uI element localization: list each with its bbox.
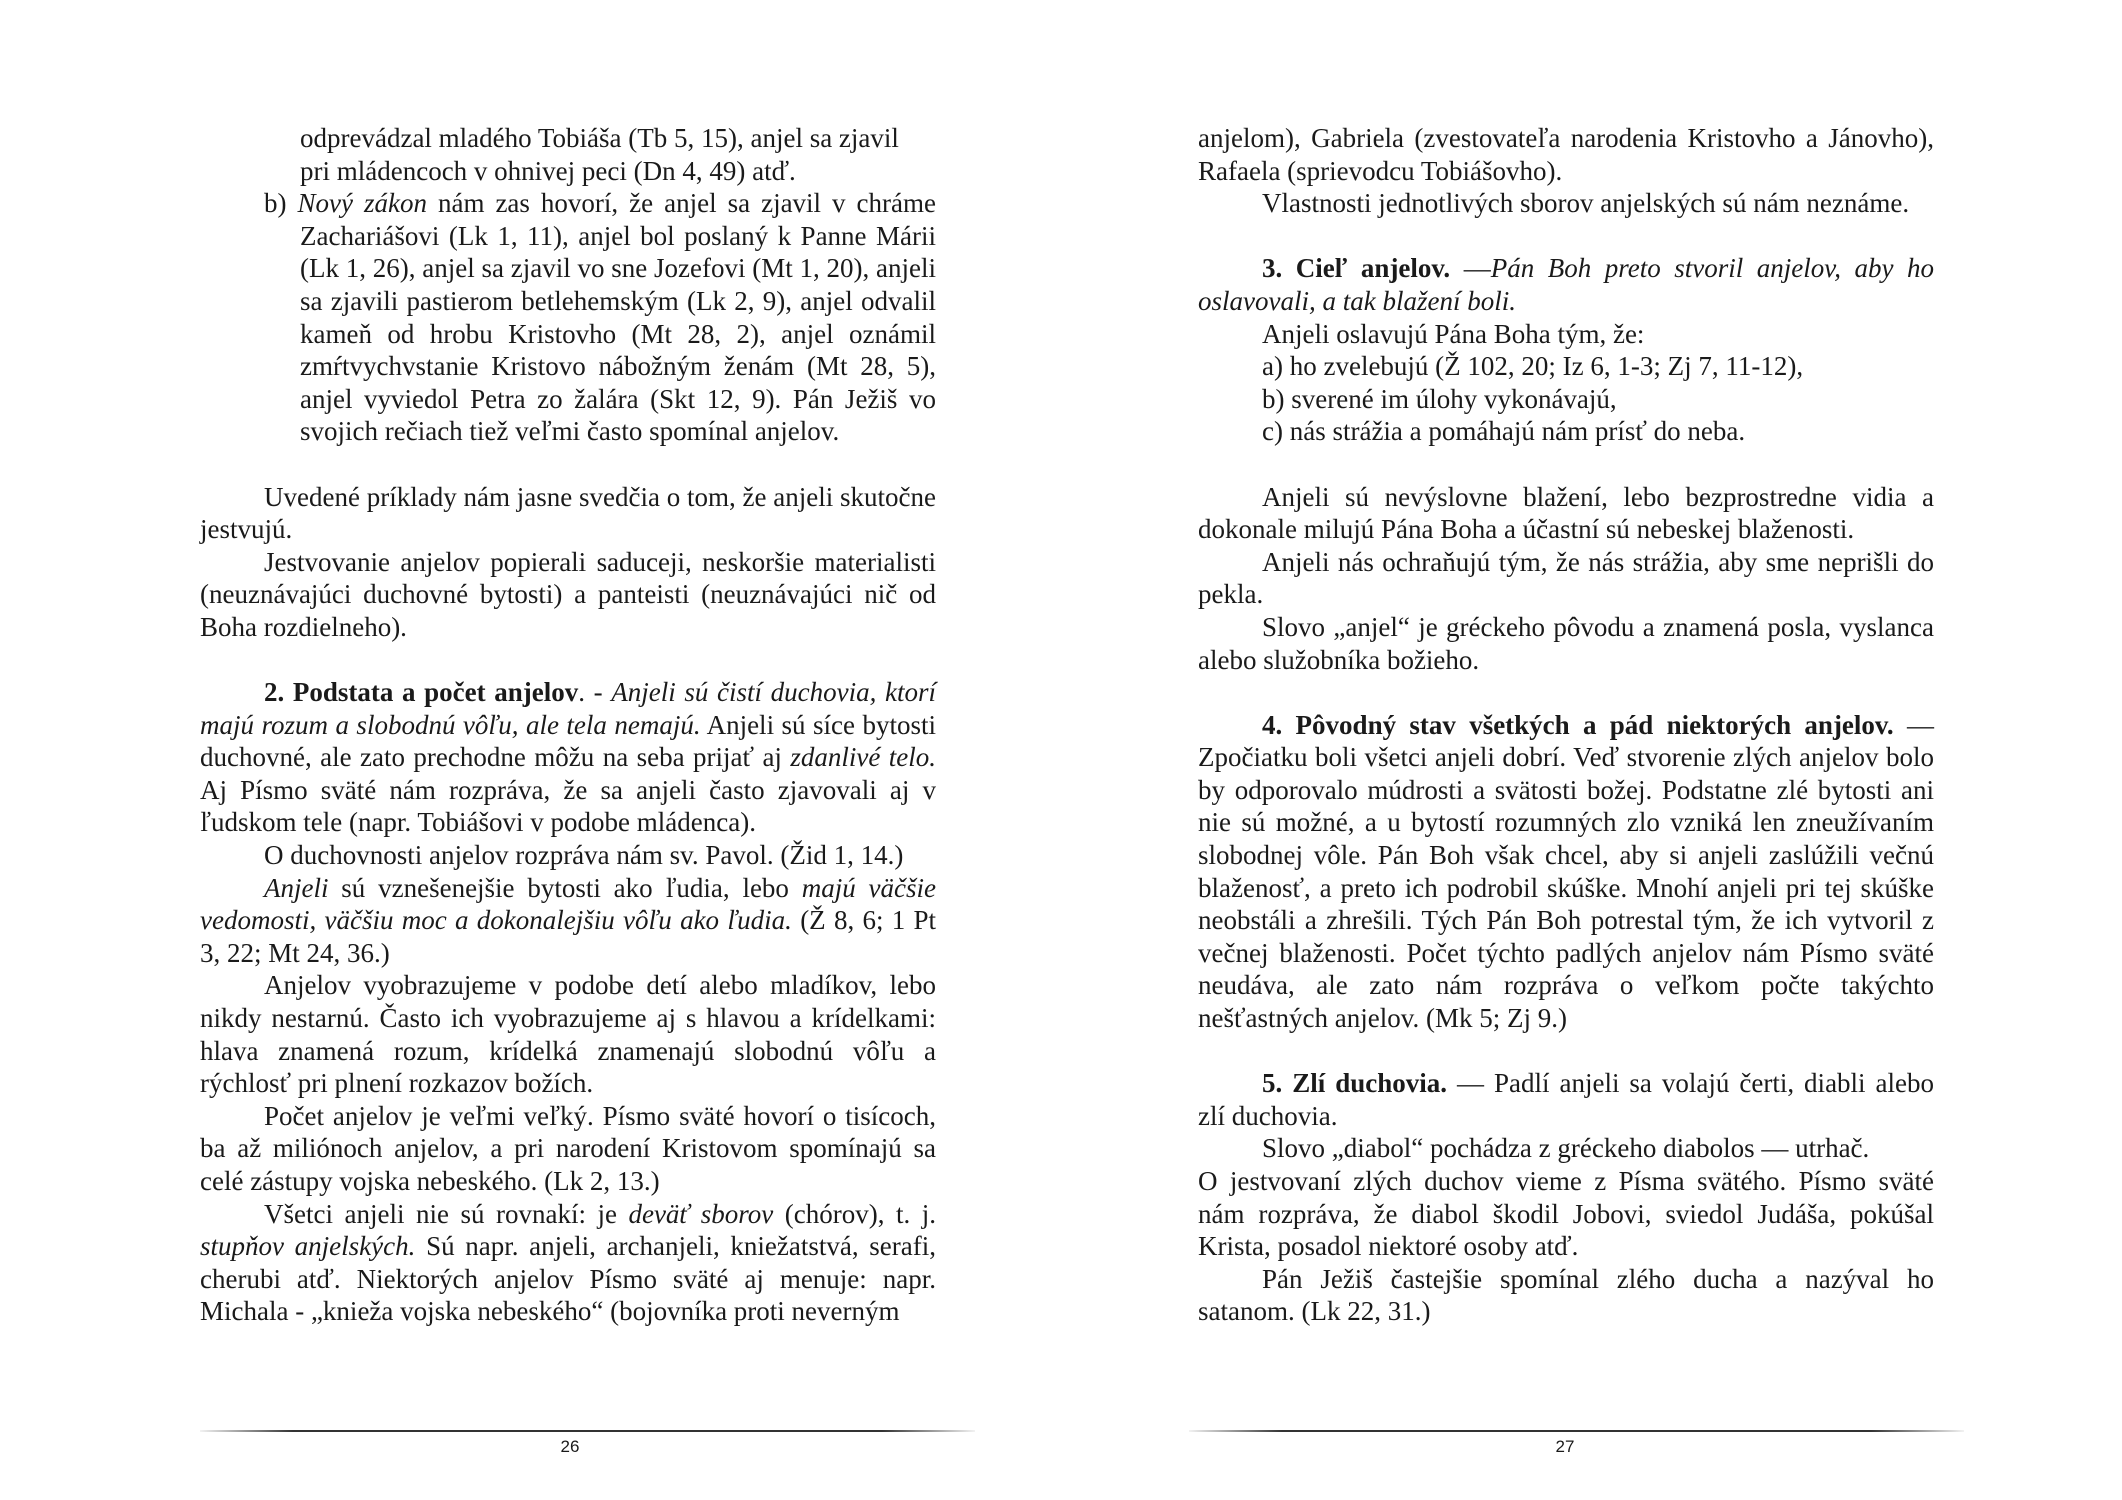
section-5: 5. Zlí duchovia. — Padlí anjeli sa volajú čerti, diabli alebo zlí duchovia. — [1198, 1068, 1935, 1131]
list-item: c) nás strážia a pomáhajú nám prísť do neba. — [1262, 416, 1746, 447]
paragraph: Uvedené príklady nám jasne svedčia o tom, že anjeli skutočne jestvujú. — [200, 481, 936, 545]
paragraph: Anjeli oslavujú Pána Boha tým, že: — [1262, 318, 1645, 349]
section-heading: 4. Pôvodný stav všetkých a pád niektorých anjelov. — [1262, 709, 1894, 740]
footer-rule — [1189, 1430, 1964, 1432]
section-4: 4. Pôvodný stav všetkých a pád niektorých anjelov. — Zpočiatku boli všetci anjeli dobrí. Veď stvorenie zlých anjelov bolo by odporovalo múdrosti a svätosti božej. Podstatne zlé bytosti ani nie sú možné, a u bytostí rozumných zlo vzniká len zneužívaním slobodnej vôle. Pán Boh však chcel, aby si anjeli zaslúžili večnú blaženosť, a preto ich podrobil skúške. Mnohí anjeli pri tej skúške neobstáli a zhrešili. Tých Pán Boh potrestal tým, že ich vytvoril z večnej blaženosti. Počet týchto padlých anjelov nám Písmo sväté neudáva, ale zato nám rozpráva o veľkom počte takýchto nešťastných anjelov. (Mk 5; Zj 9.) — [1198, 709, 1934, 1034]
left-page-text — [200, 122, 936, 1328]
paragraph: Anjelov vyobrazujeme v podobe detí alebo mladíkov, lebo nikdy nestarnú. Často ich vyobrazujeme aj s hlavou a krídelkami: hlava znamená rozum, krídelká znamenajú slobodnú vôľu a rýchlosť pri plnení rozkazov božích. — [200, 970, 936, 1099]
paragraph: O duchovnosti anjelov rozpráva nám sv. Pavol. (Žid 1, 14.) — [264, 840, 904, 871]
right-page — [1061, 0, 2122, 1500]
paragraph: Anjeli sú vznešenejšie bytosti ako ľudia, lebo majú väčšie vedomosti, väčšiu moc a dokonalejšiu vôľu ako ľudia. (Ž 8, 6; 1 Pt 3, 22; Mt 24, 36.) — [200, 872, 937, 968]
section-heading: 3. Cieľ anjelov. — [1262, 253, 1451, 284]
paragraph: Pán Ježiš častejšie spomínal zlého ducha a nazýval ho satanom. (Lk 22, 31.) — [1198, 1263, 1934, 1327]
right-page-text — [1198, 122, 1934, 1328]
page-number: 26 — [560, 1437, 580, 1456]
paragraph: Slovo „diabol“ pochádza z gréckeho diabolos — utrhač. — [1262, 1133, 1870, 1164]
paragraph: Všetci anjeli nie sú rovnakí: je deväť sborov (chórov), t. j. stupňov anjelských. Sú napr. anjeli, archanjeli, kniežatstvá, serafi, cherubi atď. Niektorých anjelov Písmo sväté aj menuje: napr. Michala - „knieža vojska nebeského“ (bojovníka proti neverným — [200, 1198, 937, 1327]
paragraph: Počet anjelov je veľmi veľký. Písmo sväté hovorí o tisícoch, ba až miliónoch anjelov, a pri narodení Kristovom spomínajú sa celé zástupy vojska nebeského. (Lk 2, 13.) — [200, 1100, 936, 1196]
list-item: b) sverené im úlohy vykonávajú, — [1262, 383, 1617, 414]
paragraph: Anjeli nás ochraňujú tým, že nás strážia, aby sme neprišli do pekla. — [1198, 546, 1934, 610]
paragraph: Jestvovanie anjelov popierali saduceji, neskoršie materialisti (neuznávajúci duchovné bytosti) a panteisti (neuznávajúci nič od Boha rozdielneho). — [200, 546, 936, 642]
section-2: 2. Podstata a počet anjelov. - Anjeli sú čistí duchovia, ktorí majú rozum a slobodnú vôľu, ale tela nemajú. Anjeli sú síce bytosti duchovné, ale zato prechodne môžu na seba prijať aj zdanlivé telo. Aj Písmo sväté nám rozpráva, že sa anjeli často zjavovali aj v ľudskom tele (napr. Tobiášovi v podobe mládenca). — [200, 677, 937, 838]
paragraph: anjelom), Gabriela (zvestovateľa narodenia Kristovho a Jánovho), Rafaela (sprievodcu Tobiášovho). — [1198, 123, 1934, 186]
section-heading: 5. Zlí duchovia. — [1262, 1068, 1448, 1099]
list-item-a-continuation: odprevádzal mladého Tobiáša (Tb 5, 15), anjel sa zjavil pri mládencoch v ohnivej peci (Dn 4, 49) atď. — [300, 123, 899, 186]
list-item-b: b) Nový zákon nám zas hovorí, že anjel sa zjavil v chráme Zachariášovi (Lk 1, 11), anjel bol poslaný k Panne Márii (Lk 1, 26), anjel sa zjavil vo sne Jozefovi (Mt 1, 20), anjeli sa zjavili pastierom betlehemským (Lk 2, 9), anjel odvalil kameň od hrobu Kristovho (Mt 28, 2), anjel oznámil zmŕtvychvstanie Kristovo nábožným ženám (Mt 28, 5), anjel vyviedol Petra zo žalára (Skt 12, 9). Pán Ježiš vo svojich rečiach tiež veľmi často spomínal anjelov. — [264, 188, 936, 447]
list-item: a) ho zvelebujú (Ž 102, 20; Iz 6, 1-3; Zj 7, 11-12), — [1262, 351, 1804, 382]
paragraph: Slovo „anjel“ je gréckeho pôvodu a znamená posla, vyslanca alebo služobníka božieho. — [1198, 611, 1934, 675]
paragraph: Anjeli sú nevýslovne blažení, lebo bezprostredne vidia a dokonale milujú Pána Boha a účastní sú nebeskej blaženosti. — [1198, 481, 1934, 545]
section-3: 3. Cieľ anjelov. —Pán Boh preto stvoril anjelov, aby ho oslavovali, a tak blažení boli. — [1198, 253, 1935, 316]
section-heading: 2. Podstata a počet anjelov — [264, 677, 579, 708]
paragraph: Vlastnosti jednotlivých sborov anjelských sú nám neznáme. — [1262, 188, 1910, 219]
footer-rule — [200, 1430, 975, 1432]
page-number: 27 — [1555, 1437, 1575, 1456]
paragraph: O jestvovaní zlých duchov vieme z Písma svätého. Písmo sväté nám rozpráva, že diabol škodil Jobovi, sviedol Judáša, pokúšal Krista, posadol niektoré osoby atď. — [1198, 1166, 1934, 1262]
